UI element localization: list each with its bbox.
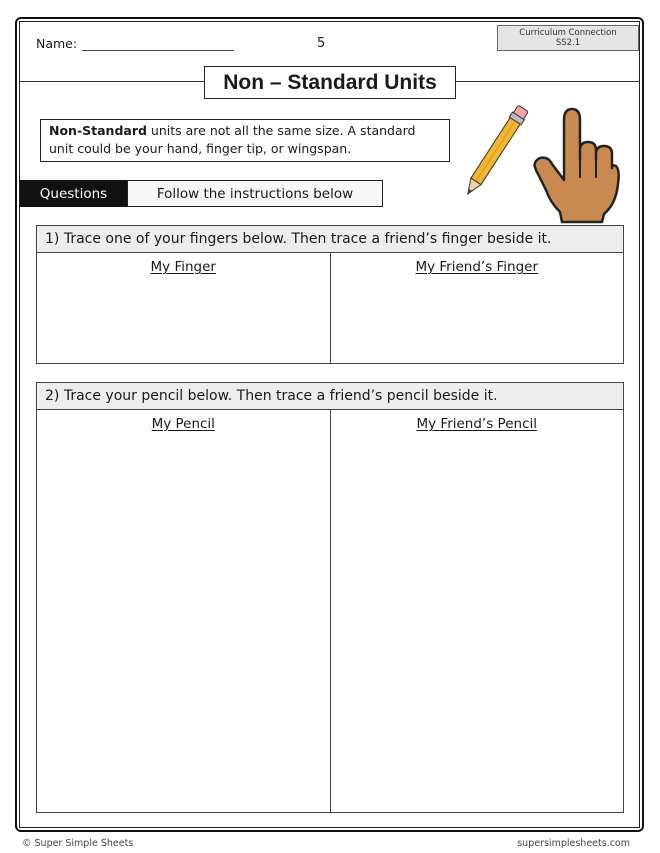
pencil-icon [455,96,535,208]
my-pencil-area[interactable] [37,410,330,812]
name-field[interactable] [82,50,234,51]
my-finger-label: My Finger [150,259,216,275]
curriculum-code: SS2.1 [555,38,581,48]
question-1-trace-area [37,253,623,363]
intro-box [40,119,450,162]
curriculum-connection-box [497,25,639,51]
question-2-prompt: 2) Trace your pencil below. Then trace a friend’s pencil beside it. [37,383,623,410]
question-2-trace-area [37,410,623,812]
question-1-prompt: 1) Trace one of your fingers below. Then trace a friend’s finger beside it. [37,226,623,253]
footer-copyright: © Super Simple Sheets [22,838,134,849]
intro-text: units are not all the same size. A standard unit could be your hand, finger tip, or wingspan. [49,123,416,156]
question-2-box [36,382,624,813]
footer-website[interactable]: supersimplesheets.com [517,838,630,849]
friend-pencil-area[interactable] [330,410,624,812]
intro-bold-term: Non-Standard [49,123,147,138]
name-label: Name: [36,36,78,51]
instructions-box: Follow the instructions below [127,180,383,207]
pointing-hand-icon [530,104,622,226]
friend-pencil-label: My Friend’s Pencil [416,416,537,432]
friend-finger-area[interactable] [330,253,624,363]
questions-tab: Questions [20,180,127,207]
curriculum-label: Curriculum Connection [519,28,617,38]
my-pencil-label: My Pencil [151,416,215,432]
page-number: 5 [317,36,326,51]
question-1-box [36,225,624,364]
my-finger-area[interactable] [37,253,330,363]
friend-finger-label: My Friend’s Finger [415,259,539,275]
page-title: Non – Standard Units [204,66,456,99]
